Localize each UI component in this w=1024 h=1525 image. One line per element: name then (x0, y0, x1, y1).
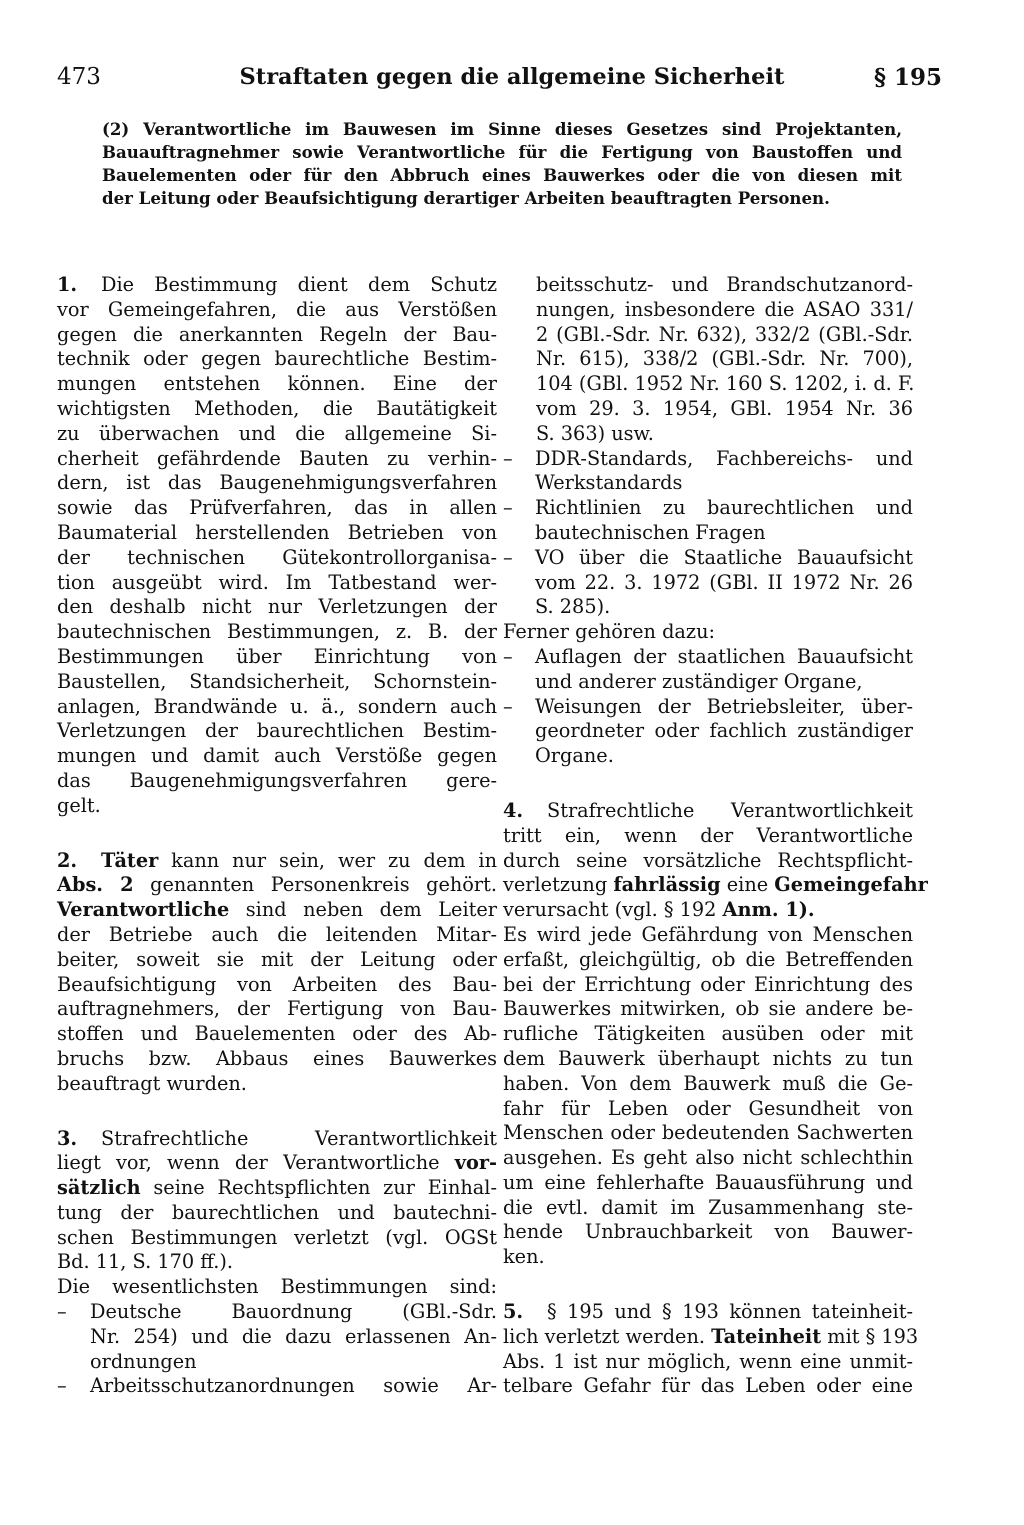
term-gemeingefahr: Gemeingefahr (774, 873, 928, 897)
annotation-number: 2. (57, 848, 78, 872)
list-item: – Auflagen der staatlichen Bauaufsicht (503, 644, 913, 668)
annotation-4: 4. Strafrechtliche Verantwortlichkeit tritt ein, wenn der Verantwortliche durch seine vorsätzliche Rechtspflicht- verletzung fahrlässig eine Gemeingefahr verursacht (vgl. § 192 Anm. 1). Es wird jede Gefährdung von Menschen erfaßt, gleichgültig, ob die Betreffenden bei der Errichtung oder Einrichtung des Bauwerkes mitwirken, ob sie andere be- rufliche Tätigkeiten ausüben oder mit dem Bauwerk überhaupt nichts zu tun haben. Von dem Bauwerk muß die Ge- fahr für Leben oder Gesundheit von Menschen oder bedeutenden Sachwerten ausgehen. Es geht also nicht schlechthin um eine fehlerhafte Bauausführung und die evtl. damit im Zusammenhang ste- hende Unbrauchbarkeit von Bauwer- ken. (503, 798, 928, 1269)
annotation-2: 2. Täter kann nur sein, wer zu dem in Abs. 2 genannten Personenkreis gehört. Verantwortliche sind neben dem Leiter der Betriebe auch die leitenden Mitar- beiter, soweit sie mit der Leitung oder Beaufsichtigung von Arbeiten des Bau- auftragnehmers, der Fertigung von Bau- stoffen und Bauelementen oder des Ab- bruchs bzw. Abbaus eines Bauwerkes beauftragt wurden. (57, 848, 498, 1095)
running-title: Straftaten gegen die allgemeine Sicherheit (239, 64, 785, 90)
statute-line: Bauauftragnehmer sowie Verantwortliche für die Fertigung von Baustoffen und (102, 142, 902, 162)
term-taeter: Täter (101, 848, 159, 872)
list-item: – VO über die Staatliche Bauaufsicht (503, 545, 913, 569)
statute-line: (2) Verantwortliche im Bauwesen im Sinne dieses Gesetzes sind Projektanten, (102, 119, 902, 139)
term-vorsaetzlich: sätzlich (57, 1176, 141, 1200)
statute-line: Bauelementen oder für den Abbruch eines Bauwerkes oder die von diesen mit (102, 165, 902, 185)
annotation-number: 3. (57, 1126, 78, 1150)
annotation-1: 1. Die Bestimmung dient dem Schutz vor Gemeingefahren, die aus Verstößen gegen die anerkannten Regeln der Bau- technik oder gegen baurechtliche Bestim- mungen entstehen können. Eine der wichtigsten Methoden, die Bautätigkeit zu überwachen und die allgemeine Si- cherheit gefährdende Bauten zu verhin- dern, ist das Baugenehmigungsverfahren sowie das Prüfverfahren, das in allen Baumaterial herstellenden Betrieben von der technischen Gütekontrollorganisa- tion ausgeübt wird. Im Tatbestand wer- den deshalb nicht nur Verletzungen der bautechnischen Bestimmungen, z. B. der Bestimmungen über Einrichtung von Baustellen, Standsicherheit, Schornstein- anlagen, Brandwände u. ä., sondern auch Verletzungen der baurechtlichen Bestim- mungen und damit auch Verstöße gegen das Baugenehmigungsverfahren gere- gelt. (57, 273, 497, 817)
term-verantwortliche: Verantwortliche (57, 898, 230, 922)
statute-paragraph (102, 118, 902, 210)
page-number: 473 (57, 64, 101, 90)
list-item: – DDR-Standards, Fachbereichs- und (503, 446, 913, 470)
list-item: – Weisungen der Betriebsleiter, über- (503, 694, 913, 718)
list-continuation: beitsschutz- und Brandschutzanord- nungen, insbesondere die ASAO 331/ 2 (GBl.-Sdr. Nr. 632), 332/2 (GBl.-Sdr. Nr. 615), 338/2 (GBl.-Sdr. Nr. 700), 104 (GBl. 1952 Nr. 160 S. 1202, i. d. F. vom 29. 3. 1954, GBl. 1954 Nr. 36 S. 363) usw. – DDR-Standards, Fachbereichs- und Werkstandards – Richtlinien zu baurechtlichen und bautechnischen Fragen – VO über die Staatliche Bauaufsicht vom 22. 3. 1972 (GBl. II 1972 Nr. 26 S. 285). Ferner gehören dazu: – Auflagen der staatlichen Bauaufsicht und anderer zuständiger Organe, – Weisungen der Betriebsleiter, über- geordneter oder fachlich zuständiger Organe. (503, 273, 915, 768)
annotation-number: 1. (57, 273, 78, 296)
list-item: – Arbeitsschutzanordnungen sowie Ar- (57, 1374, 497, 1398)
list-item-cont: Nr. 254) und die dazu erlassenen An- (90, 1324, 497, 1348)
annotation-3: 3. Strafrechtliche Verantwortlichkeit liegt vor, wenn der Verantwortliche vor- sätzlich seine Rechtspflichten zur Einhal- tung der baurechtlichen und bautechni- schen Bestimmungen verletzt (vgl. OGSt Bd. 11, S. 170 ff.). Die wesentlichsten Bestimmungen sind: – Deutsche Bauordnung (GBl.-Sdr. Nr. 254) und die dazu erlassenen An- ordnungen – Arbeitsschutzanordnungen sowie Ar- (57, 1126, 497, 1398)
left-column (57, 273, 497, 1399)
section-number: § 195 (873, 64, 942, 91)
term-fahrlaessig: fahrlässig (613, 873, 721, 897)
annotation-number: 5. (503, 1300, 524, 1324)
term-abs-2: Abs. 2 (57, 873, 134, 897)
list-item: – Deutsche Bauordnung (GBl.-Sdr. (57, 1300, 497, 1324)
statute-line: der Leitung oder Beaufsichtigung derartiger Arbeiten beauftragten Personen. (102, 188, 830, 208)
annotation-number: 4. (503, 798, 524, 822)
list-item-cont: ordnungen (90, 1349, 197, 1373)
annotation-5: 5. § 195 und § 193 können tateinheit- lich verletzt werden. Tateinheit mit § 193 Abs. 1 ist nur möglich, wenn eine unmit- telbare Gefahr für das Leben oder eine (503, 1300, 919, 1398)
right-column (503, 273, 928, 1399)
term-tateinheit: Tateinheit (711, 1324, 822, 1348)
list-item: – Richtlinien zu baurechtlichen und (503, 496, 913, 520)
